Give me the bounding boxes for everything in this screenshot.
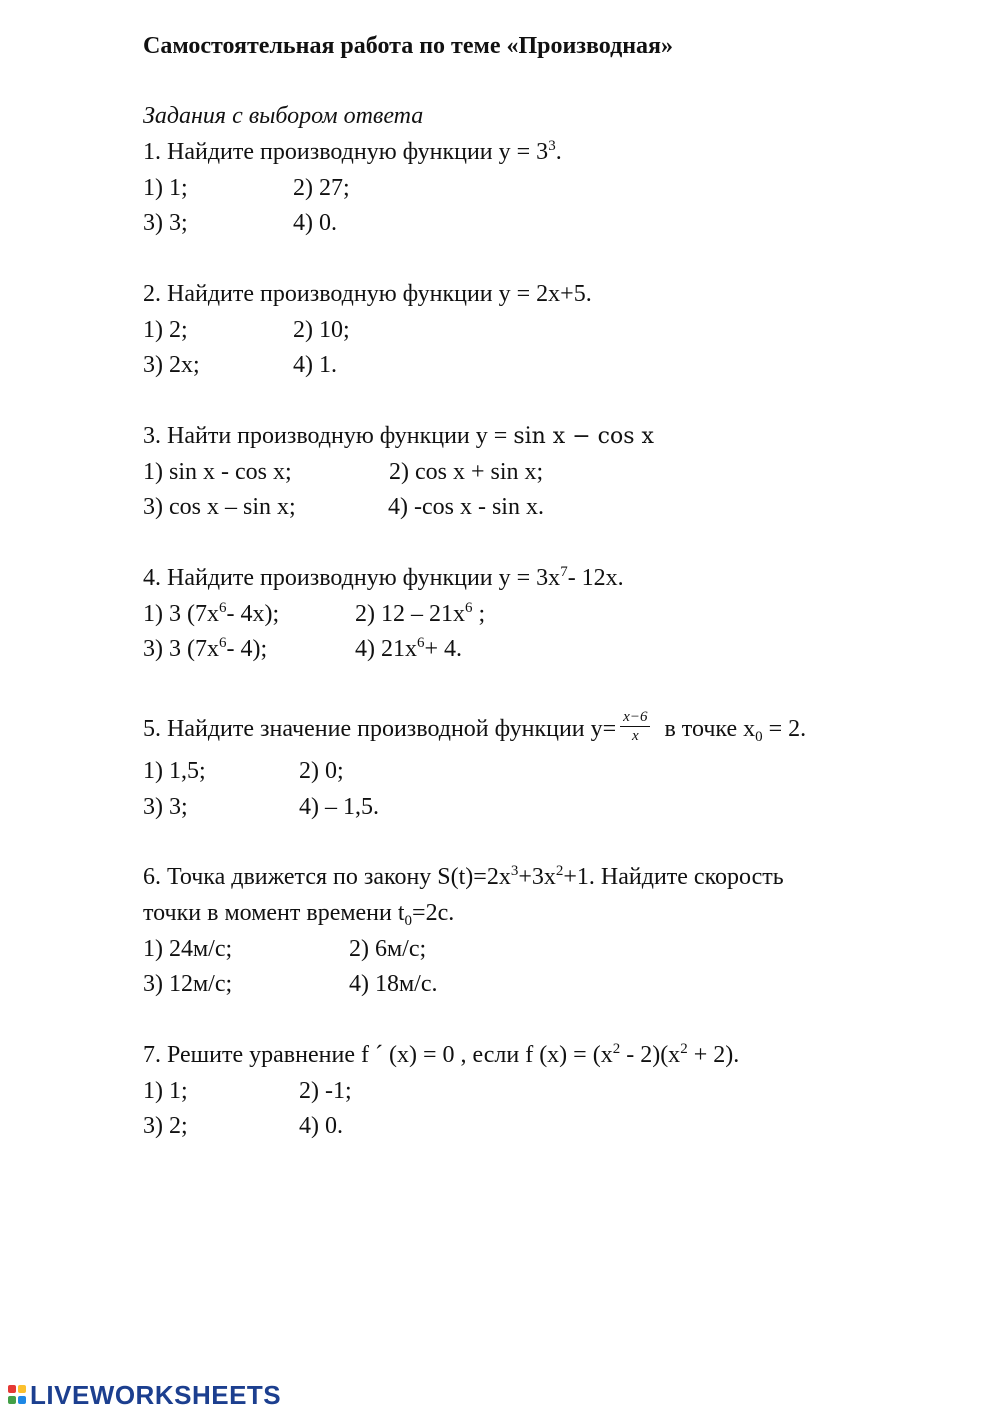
q4-option-3[interactable]: 3) 3 ($7x^6-$ 4);: [143, 635, 268, 662]
q6-option-3[interactable]: 3) 12м/с;: [143, 971, 233, 997]
q7-option-2[interactable]: 2) -1;: [299, 1078, 352, 1104]
question-6-line-2: точки в момент времени $t_0=2с$.: [143, 900, 455, 929]
liveworksheets-logo-icon: [8, 1383, 28, 1407]
q3-formula: sin x − cos x: [513, 424, 654, 449]
q6-option-1[interactable]: 1) 24м/с;: [143, 936, 233, 962]
q3-option-2[interactable]: 2) cos x + sin x;: [389, 459, 544, 485]
question-7: 7. Решите уравнение f ´ (x) = 0 , если f $(x) = (x^2 - 2)(x^2 + 2)$.: [143, 1041, 740, 1068]
q6-option-2[interactable]: 2) 6м/с;: [349, 936, 427, 962]
q5-option-3[interactable]: 3) 3;: [143, 794, 188, 820]
q1-option-4[interactable]: 4) 0.: [293, 210, 337, 236]
q2-option-3[interactable]: 3) 2x;: [143, 352, 200, 378]
question-4: 4. Найдите производную функции $y = 3x^7-$ 12x.: [143, 564, 624, 591]
q3-option-1[interactable]: 1) sin x - cos x;: [143, 459, 292, 485]
q1-option-3[interactable]: 3) 3;: [143, 210, 188, 236]
q7-option-1[interactable]: 1) 1;: [143, 1078, 188, 1104]
q4-option-2[interactable]: 2) $12 - 21x^6$ ;: [355, 600, 486, 627]
q5-fraction: $\frac{x-6}{x}$: [620, 708, 650, 745]
liveworksheets-logo[interactable]: [8, 1379, 282, 1410]
q2-option-4[interactable]: 4) 1.: [293, 352, 337, 378]
q4-option-1[interactable]: 1) 3 ($7x^6-$ 4x);: [143, 600, 280, 627]
question-2: 2. Найдите производную функции y = 2x+5.: [143, 281, 592, 307]
q5-option-1[interactable]: 1) 1,5;: [143, 758, 206, 784]
page-title: Самостоятельная работа по теме «Производная»: [143, 33, 674, 59]
q1-option-2[interactable]: 2) 27;: [293, 175, 350, 201]
q5-option-2[interactable]: 2) 0;: [299, 758, 344, 784]
q7-option-3[interactable]: 3) 2;: [143, 1113, 188, 1139]
question-3: 3. Найти производную функции y = sin x − cos x: [143, 423, 654, 449]
liveworksheets-logo-text: LIVEWORKSHEETS: [30, 1379, 282, 1410]
q2-option-2[interactable]: 2) 10;: [293, 317, 350, 343]
q3-option-4[interactable]: 4) -cos x - sin x.: [388, 494, 544, 520]
q7-option-4[interactable]: 4) 0.: [299, 1113, 343, 1139]
q5-option-4[interactable]: 4) – 1,5.: [299, 794, 379, 820]
section-subtitle: Задания с выбором ответа: [143, 103, 424, 129]
question-5: 5. Найдите значение производной функции y= $\frac{x-6}{x}$ в точке $x_0 = 2$.: [143, 708, 807, 745]
q3-option-3[interactable]: 3) cos x – sin x;: [143, 494, 296, 520]
question-1: 1. Найдите производную функции $y = 3^3$.: [143, 138, 562, 165]
q2-option-1[interactable]: 1) 2;: [143, 317, 188, 343]
q1-option-1[interactable]: 1) 1;: [143, 175, 188, 201]
question-6-line-1: 6. Точка движется по закону $S(t)=2x^3+3x^2+1$. Найдите скорость: [143, 863, 784, 890]
q4-option-4[interactable]: 4) $21x^6+ 4$.: [355, 635, 463, 662]
q6-option-4[interactable]: 4) 18м/с.: [349, 971, 438, 997]
